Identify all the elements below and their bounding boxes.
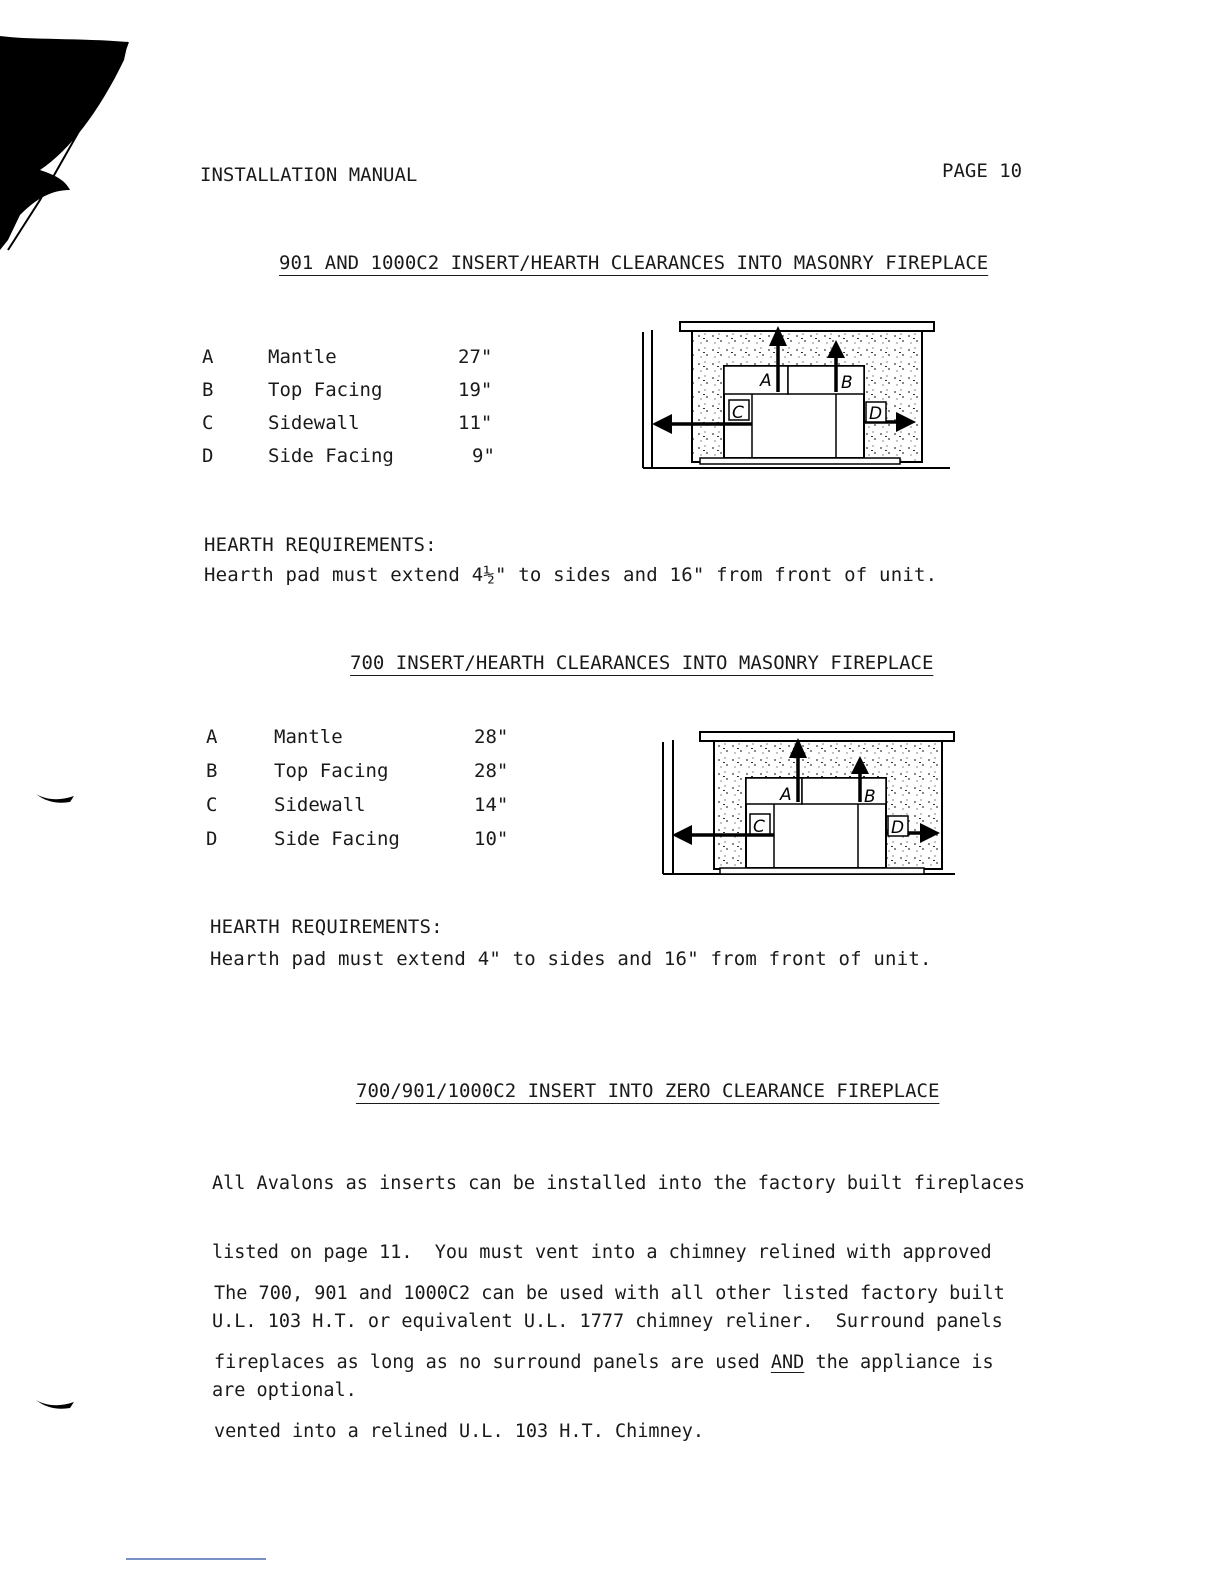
- clearance-name: Side Facing: [268, 445, 394, 467]
- clearance-row: [202, 346, 502, 370]
- clearance-value: 28": [474, 760, 509, 782]
- paragraph-line: listed on page 11. You must vent into a chimney relined with approved: [212, 1242, 992, 1263]
- clearance-row: [206, 828, 516, 852]
- paragraph-line-tail: the appliance is: [804, 1352, 994, 1373]
- page-number: PAGE 10: [942, 160, 1023, 182]
- fireplace-diagram-1: [640, 318, 960, 478]
- clearance-name: Sidewall: [274, 794, 366, 816]
- section2-title: 700 INSERT/HEARTH CLEARANCES INTO MASONRY FIREPLACE: [350, 652, 934, 674]
- section1-title: 901 AND 1000C2 INSERT/HEARTH CLEARANCES INTO MASONRY FIREPLACE: [279, 252, 989, 274]
- paragraph-line: The 700, 901 and 1000C2 can be used with all other listed factory built: [214, 1283, 1005, 1304]
- scan-line-bottom: [126, 1558, 266, 1560]
- paragraph-line: [214, 1351, 1005, 1374]
- clearance-key: A: [202, 346, 214, 368]
- scan-blot-corner: [0, 0, 140, 260]
- clearance-row: [206, 794, 516, 818]
- scan-mark-left-1: [36, 790, 76, 806]
- clearance-key: B: [206, 760, 218, 782]
- paragraph-line: vented into a relined U.L. 103 H.T. Chimney.: [214, 1421, 705, 1442]
- clearance-name: Sidewall: [268, 412, 360, 434]
- section2-hearth-heading: HEARTH REQUIREMENTS:: [210, 916, 443, 938]
- diagram2-label-a: A: [780, 785, 792, 805]
- emphasis-and: AND: [770, 1352, 805, 1373]
- clearance-row: [206, 760, 516, 784]
- clearance-key: A: [206, 726, 218, 748]
- clearance-key: C: [206, 794, 218, 816]
- clearance-value: 27": [458, 346, 493, 368]
- clearance-row: [202, 445, 502, 469]
- diagram1-label-a: A: [760, 371, 772, 391]
- fireplace-diagram-2: [660, 728, 970, 888]
- clearance-value: 14": [474, 794, 509, 816]
- section2-hearth-text: Hearth pad must extend 4" to sides and 16" from front of unit.: [210, 948, 932, 970]
- clearance-row: [202, 379, 502, 403]
- scan-mark-left-2: [36, 1396, 76, 1412]
- clearance-key: C: [202, 412, 214, 434]
- clearance-name: Mantle: [274, 726, 343, 748]
- section1-hearth-text: Hearth pad must extend 4½" to sides and 16" from front of unit.: [204, 564, 938, 586]
- clearance-name: Mantle: [268, 346, 337, 368]
- clearance-key: B: [202, 379, 214, 401]
- clearance-row: [202, 412, 502, 436]
- clearance-value: 10": [474, 828, 509, 850]
- paragraph-line: All Avalons as inserts can be installed into the factory built fireplaces: [212, 1173, 1026, 1194]
- diagram2-label-d: D: [891, 818, 905, 838]
- clearance-key: D: [202, 445, 214, 467]
- section1-hearth-heading: HEARTH REQUIREMENTS:: [204, 534, 437, 556]
- header-left: INSTALLATION MANUAL: [200, 164, 418, 186]
- clearance-row: [206, 726, 516, 750]
- clearance-key: D: [206, 828, 218, 850]
- section3-paragraph-2: [214, 1236, 1005, 1466]
- clearance-name: Top Facing: [274, 760, 389, 782]
- paragraph-line: are optional.: [212, 1380, 357, 1401]
- diagram2-label-b: B: [864, 787, 876, 807]
- clearance-value: 11": [458, 412, 493, 434]
- paragraph-line: U.L. 103 H.T. or equivalent U.L. 1777 chimney reliner. Surround panels: [212, 1311, 1003, 1332]
- clearance-value: 28": [474, 726, 509, 748]
- clearance-value: 9": [472, 445, 495, 467]
- section3-title: 700/901/1000C2 INSERT INTO ZERO CLEARANCE FIREPLACE: [356, 1080, 940, 1102]
- diagram1-label-c: C: [732, 403, 744, 423]
- diagram1-label-d: D: [869, 404, 883, 424]
- clearance-name: Side Facing: [274, 828, 400, 850]
- clearance-name: Top Facing: [268, 379, 383, 401]
- diagram1-label-b: B: [841, 373, 853, 393]
- clearance-value: 19": [458, 379, 493, 401]
- diagram2-label-c: C: [753, 817, 765, 837]
- paragraph-line-text: fireplaces as long as no surround panels are used: [214, 1352, 771, 1373]
